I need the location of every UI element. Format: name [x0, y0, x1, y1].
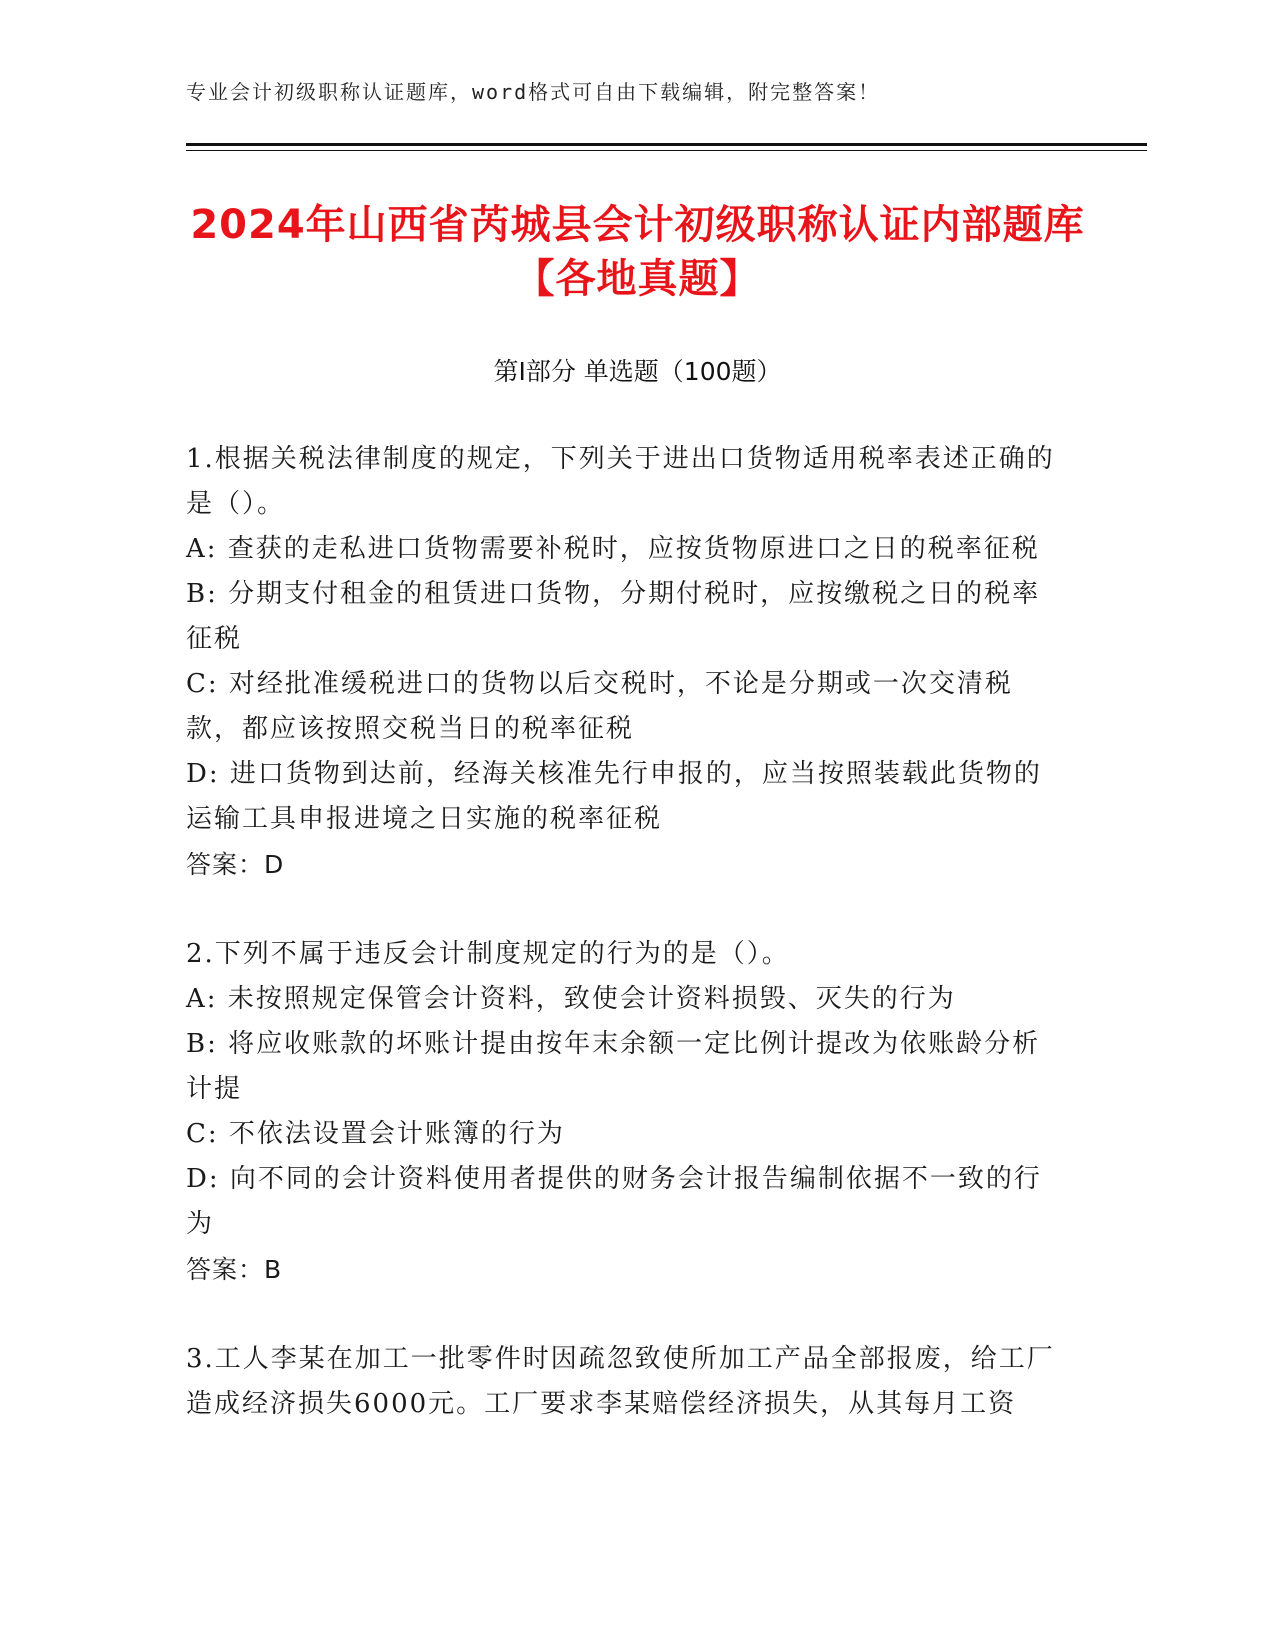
question-item [186, 437, 1066, 887]
option-c: C: 不依法设置会计账簿的行为 [186, 1119, 565, 1149]
document-title: 2024年山西省芮城县会计初级职称认证内部题库【各地真题】 [190, 202, 1085, 302]
option-b: B: 将应收账款的坏账计提由按年末余额一定比例计提改为依账龄分析计提 [186, 1029, 1041, 1104]
answer-line: 答案：D [186, 850, 285, 879]
option-b: B: 分期支付租金的租赁进口货物，分期付税时，应按缴税之日的税率征税 [186, 579, 1041, 654]
option-d: D: 进口货物到达前，经海关核准先行申报的，应当按照装载此货物的运输工具申报进境之日实施的税率征税 [186, 759, 1042, 834]
question-item [186, 1337, 1066, 1427]
question-text: 3.工人李某在加工一批零件时因疏忽致使所加工产品全部报废，给工厂造成经济损失6000元。工厂要求李某赔偿经济损失，从其每月工资 [186, 1344, 1055, 1419]
header-divider-thick [186, 143, 1147, 146]
answer-line: 答案：B [186, 1255, 283, 1284]
header-note: 专业会计初级职称认证题库，word格式可自由下载编辑，附完整答案！ [186, 80, 881, 104]
question-text: 1.根据关税法律制度的规定，下列关于进出口货物适用税率表述正确的是（）。 [186, 444, 1055, 519]
question-list [186, 437, 1066, 1472]
option-a: A: 查获的走私进口货物需要补税时，应按货物原进口之日的税率征税 [186, 534, 1040, 564]
section-heading: 第Ⅰ部分 单选题（100题） [493, 357, 782, 386]
question-item [186, 932, 1066, 1292]
option-d: D: 向不同的会计资料使用者提供的财务会计报告编制依据不一致的行为 [186, 1164, 1042, 1239]
option-c: C: 对经批准缓税进口的货物以后交税时，不论是分期或一次交清税款，都应该按照交税当日的税率征税 [186, 669, 1013, 744]
option-a: A: 未按照规定保管会计资料，致使会计资料损毁、灭失的行为 [186, 984, 956, 1014]
header-divider-thin [186, 150, 1147, 151]
question-text: 2.下列不属于违反会计制度规定的行为的是（）。 [186, 939, 790, 969]
